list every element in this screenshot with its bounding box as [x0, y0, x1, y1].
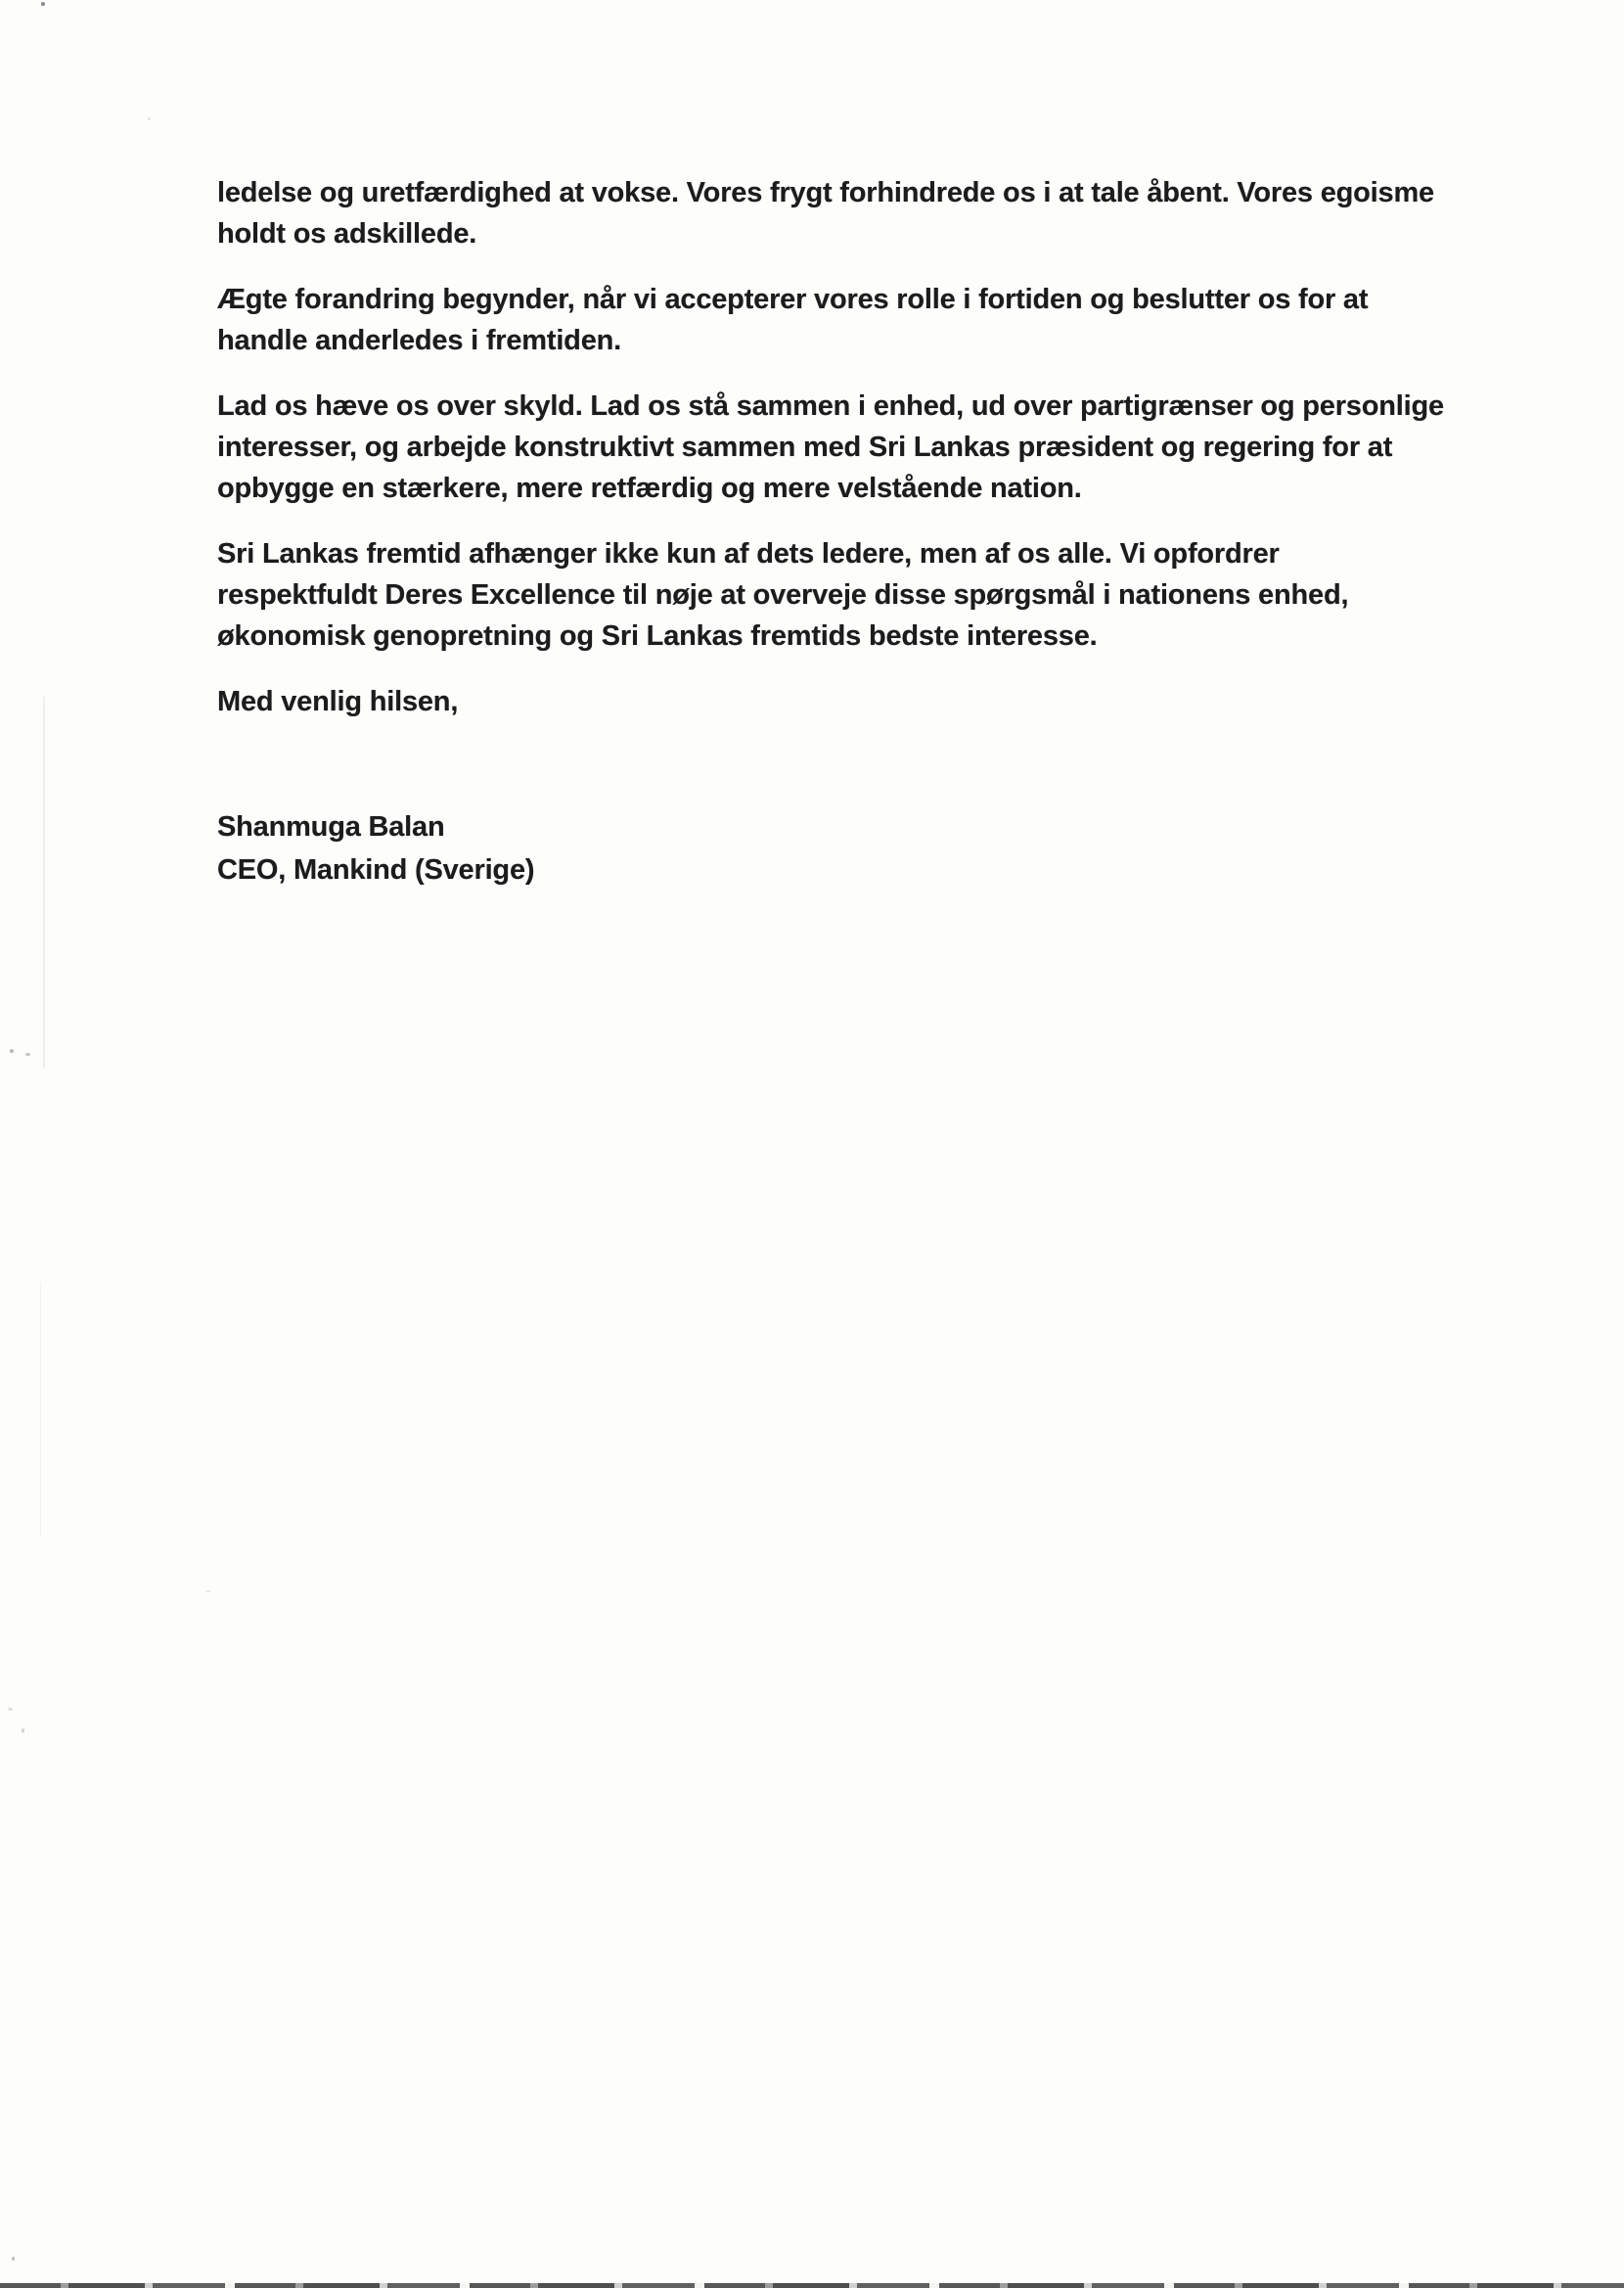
paragraph-line: handle anderledes i fremtiden.	[217, 325, 621, 356]
paragraph-line: opbygge en stærkere, mere retfærdig og mere velstående nation.	[217, 473, 1082, 504]
scan-artifact-speck	[12, 2257, 15, 2261]
scan-artifact-vertical-line	[43, 697, 45, 1069]
letter-body	[217, 172, 1489, 892]
scan-artifact-speck	[205, 1590, 211, 1592]
signature-block	[217, 805, 1489, 892]
paragraph-line: Lad os hæve os over skyld. Lad os stå sammen i enhed, ud over partigrænser og personlige	[217, 390, 1444, 422]
signature-name: Shanmuga Balan	[217, 811, 445, 843]
scan-artifact-vertical-line	[40, 1282, 41, 1536]
closing-line: Med venlig hilsen,	[217, 686, 459, 717]
scan-artifact-speck	[25, 1053, 30, 1056]
paragraph-line: Sri Lankas fremtid afhænger ikke kun af dets ledere, men af os alle. Vi opfordrer	[217, 538, 1280, 570]
scan-artifact-speck	[22, 1728, 24, 1733]
scan-artifact-speck	[148, 117, 151, 120]
scan-artifact-speck	[10, 1049, 14, 1053]
paragraph-line: Ægte forandring begynder, når vi accepterer vores rolle i fortiden og beslutter os for at	[217, 284, 1369, 315]
scan-artifact-speck	[41, 2, 45, 6]
paragraph-line: respektfuldt Deres Excellence til nøje at overveje disse spørgsmål i nationens enhed,	[217, 579, 1349, 611]
paragraph-line: interesser, og arbejde konstruktivt sammen med Sri Lankas præsident og regering for at	[217, 432, 1393, 463]
letter-closing	[217, 681, 1489, 722]
scan-artifact-bottom-edge	[0, 2283, 1624, 2288]
letter-paragraph	[217, 533, 1489, 657]
scan-artifact-speck	[8, 1708, 13, 1711]
letter-paragraph	[217, 279, 1489, 361]
signature-title: CEO, Mankind (Sverige)	[217, 854, 535, 886]
letter-paragraph	[217, 172, 1489, 254]
paragraph-line: ledelse og uretfærdighed at vokse. Vores frygt forhindrede os i at tale åbent. Vores egoisme	[217, 177, 1434, 208]
paragraph-line: holdt os adskillede.	[217, 218, 477, 250]
letter-paragraph	[217, 386, 1489, 509]
paragraph-line: økonomisk genopretning og Sri Lankas fremtids bedste interesse.	[217, 620, 1098, 652]
